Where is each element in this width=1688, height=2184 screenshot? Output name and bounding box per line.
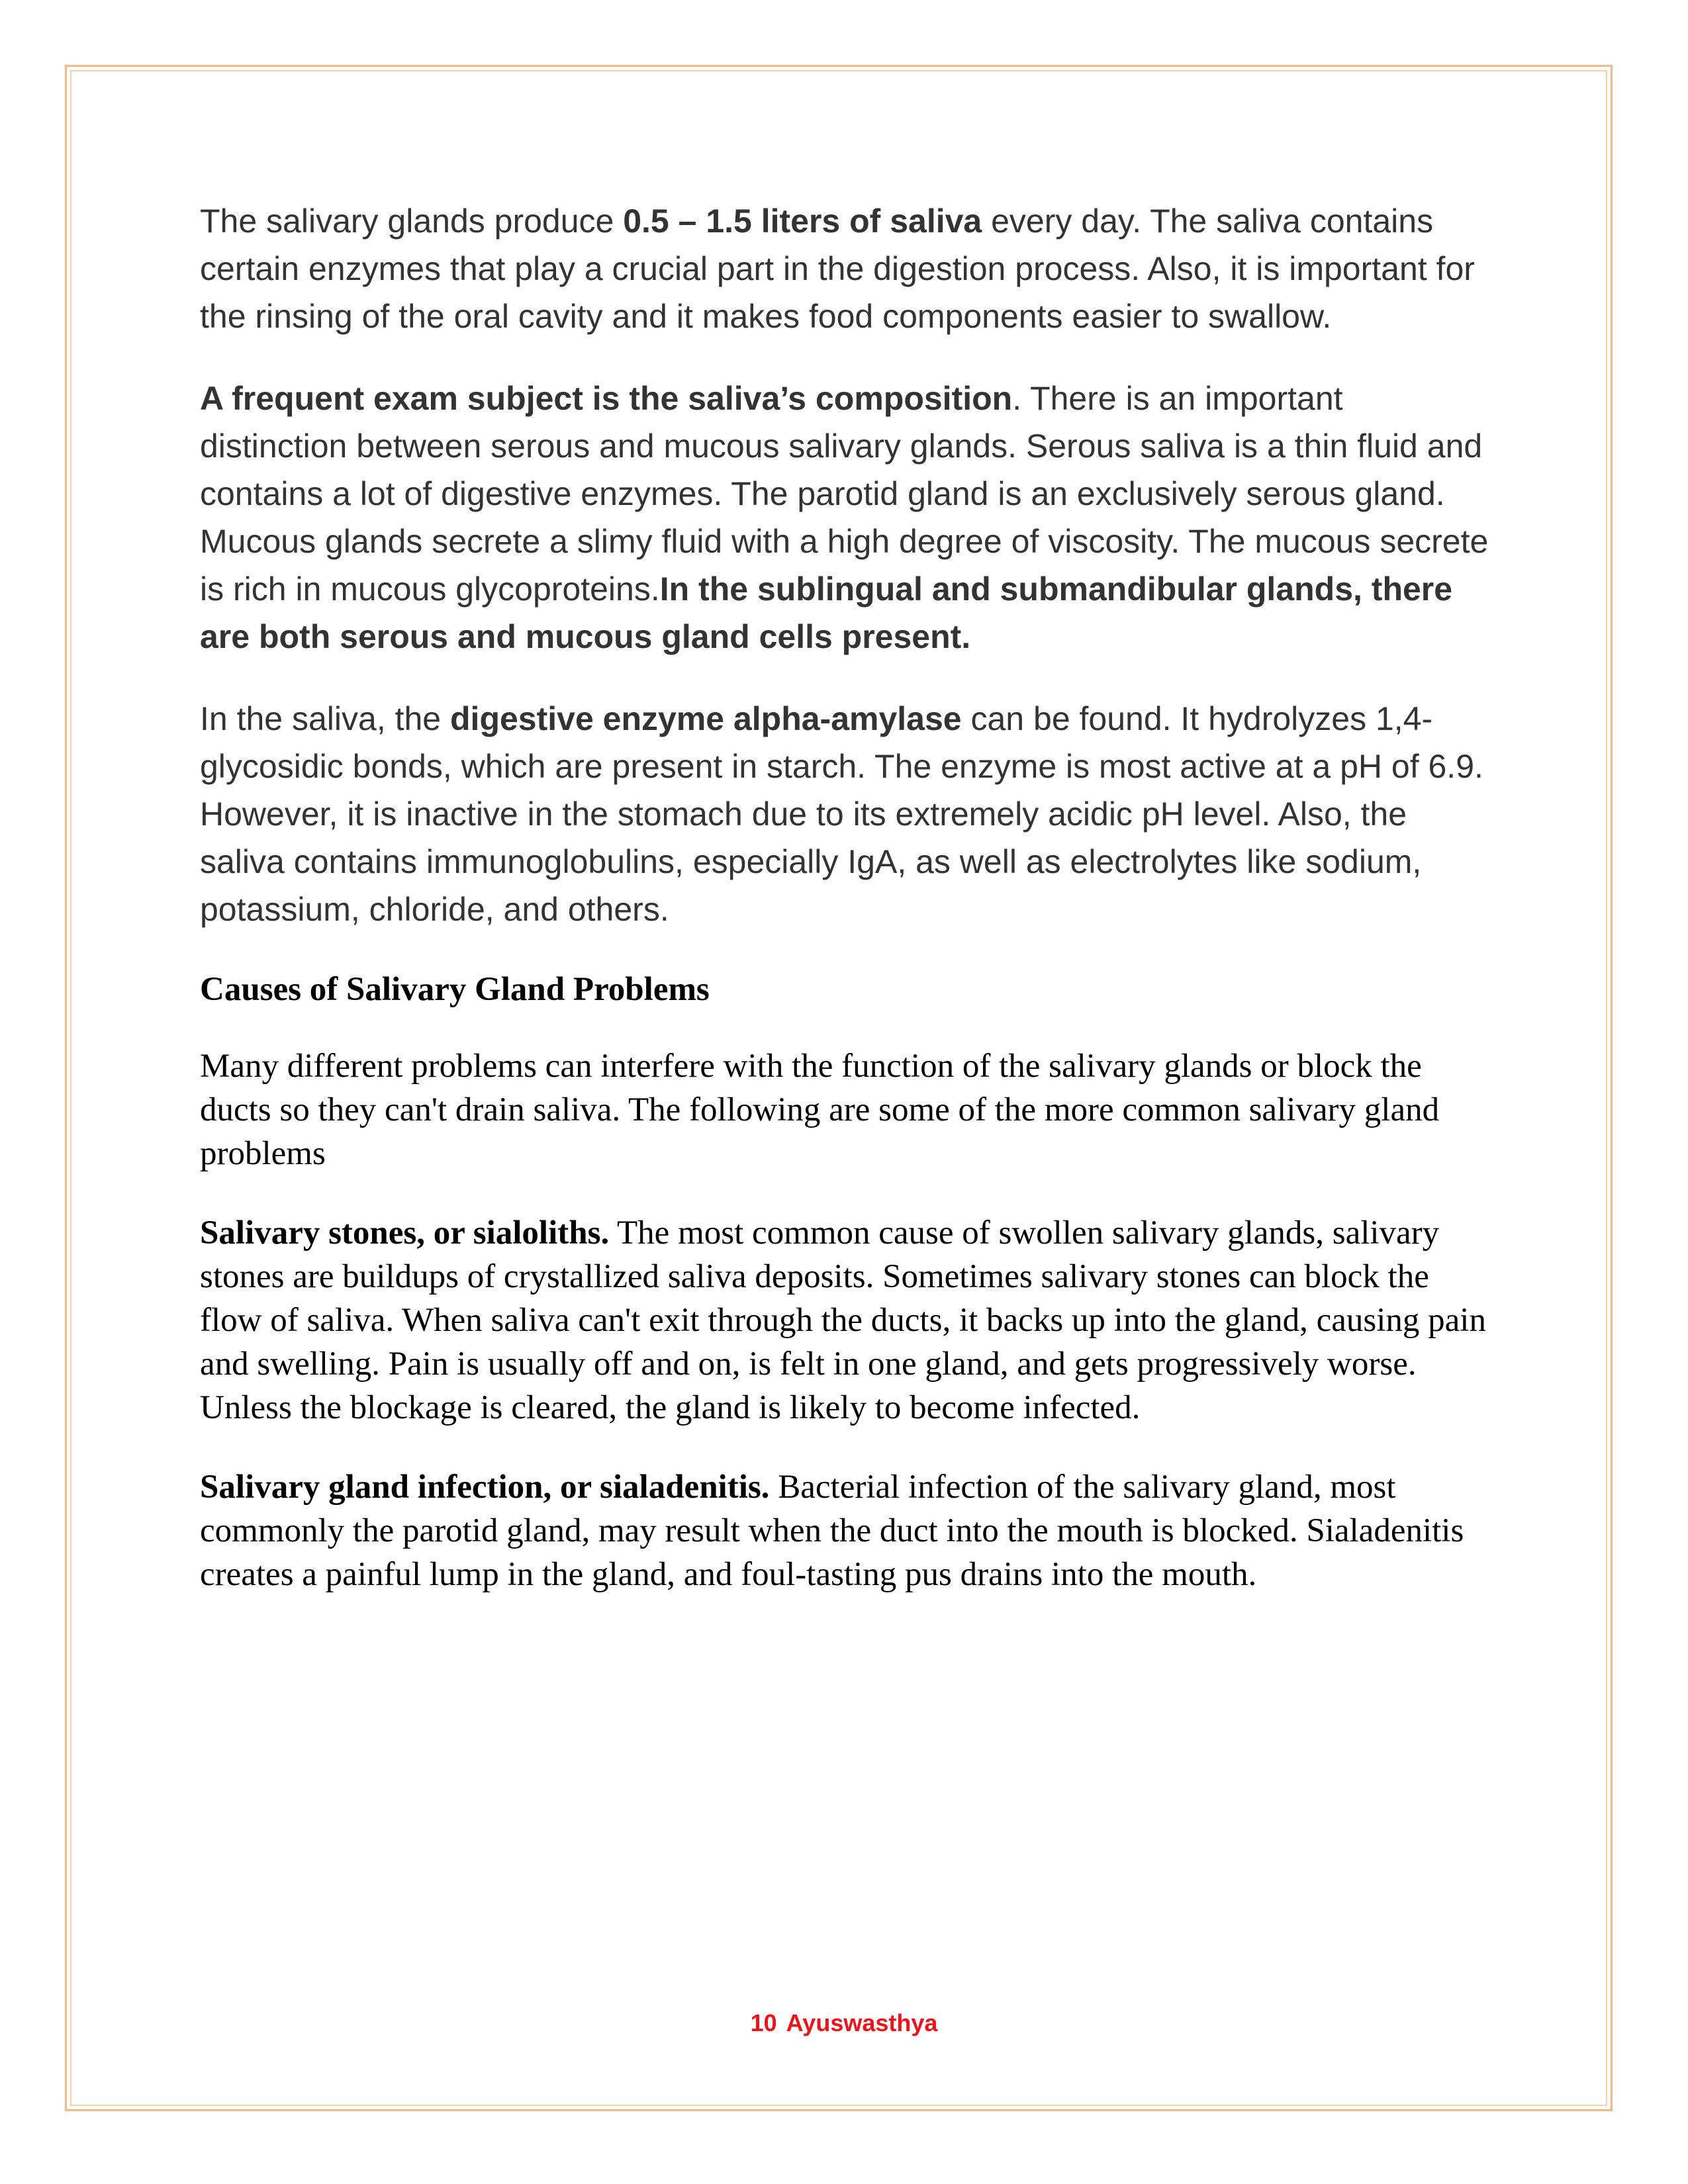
bold-span: In the sublingual and submandibular glands, there are both serous and mucous gland cells present. [200, 570, 1453, 655]
text-span: The salivary glands produce [200, 203, 624, 240]
section-heading: Causes of Salivary Gland Problems [200, 971, 710, 1008]
page-footer [0, 2009, 1688, 2037]
paragraph-saliva-composition [200, 375, 1497, 660]
bold-span: digestive enzyme alpha-amylase [450, 700, 962, 737]
document-body [200, 197, 1497, 1632]
bold-span: Salivary gland infection, or sialadenitis. [200, 1469, 770, 1506]
text-span: In the saliva, the [200, 700, 451, 737]
page-number: 10 [750, 2009, 777, 2036]
text-span: The most common cause of swollen salivary glands, salivary stones are buildups of crystallized saliva deposits. Sometimes salivary stones can block the flow of saliva. When saliva can't exit through the ducts, it backs up into the gland, causing pain and swelling. Pain is usually off and on, is felt in one gland, and gets progressively worse. Unless the blockage is cleared, the gland is likely to become infected. [200, 1214, 1486, 1426]
paragraph-sialadenitis [200, 1465, 1497, 1596]
paragraph-salivary-stones [200, 1211, 1497, 1430]
paragraph-saliva-production [200, 197, 1497, 340]
paragraph-alpha-amylase [200, 695, 1497, 933]
bold-span: Salivary stones, or sialoliths. [200, 1214, 610, 1251]
text-span: can be found. It hydrolyzes 1,4- glycosidic bonds, which are present in starch. The enzyme is most active at a pH of 6.9. However, it is inactive in the stomach due to its extremely acidic pH level. Also, the saliva contains immunoglobulins, especially IgA, as well as electrolytes like sodium, potassium, chloride, and others. [200, 700, 1483, 928]
footer-brand: Ayuswasthya [786, 2009, 938, 2036]
text-span: every day. The saliva contains certain enzymes that play a crucial part in the digestion process. Also, it is important for the rinsing of the oral cavity and it makes food components easier to swallow. [200, 203, 1475, 335]
paragraph-problems-intro: Many different problems can interfere with the function of the salivary glands or block the ducts so they can't drain saliva. The following are some of the more common salivary gland problems [200, 1048, 1440, 1172]
bold-span: A frequent exam subject is the saliva’s composition [200, 380, 1013, 417]
text-span: . There is an important distinction between serous and mucous salivary glands. Serous saliva is a thin fluid and contains a lot of digestive enzymes. The parotid gland is an exclusively serous gland. Mucous glands secrete a slimy fluid with a high degree of viscosity. The mucous secrete is rich in mucous glycoproteins. [200, 380, 1489, 608]
text-span: Bacterial infection of the salivary gland, most commonly the parotid gland, may result when the duct into the mouth is blocked. Sialadenitis creates a painful lump in the gland, and foul-tasting pus drains into the mouth. [200, 1469, 1464, 1593]
bold-span: 0.5 – 1.5 liters of saliva [623, 203, 982, 240]
